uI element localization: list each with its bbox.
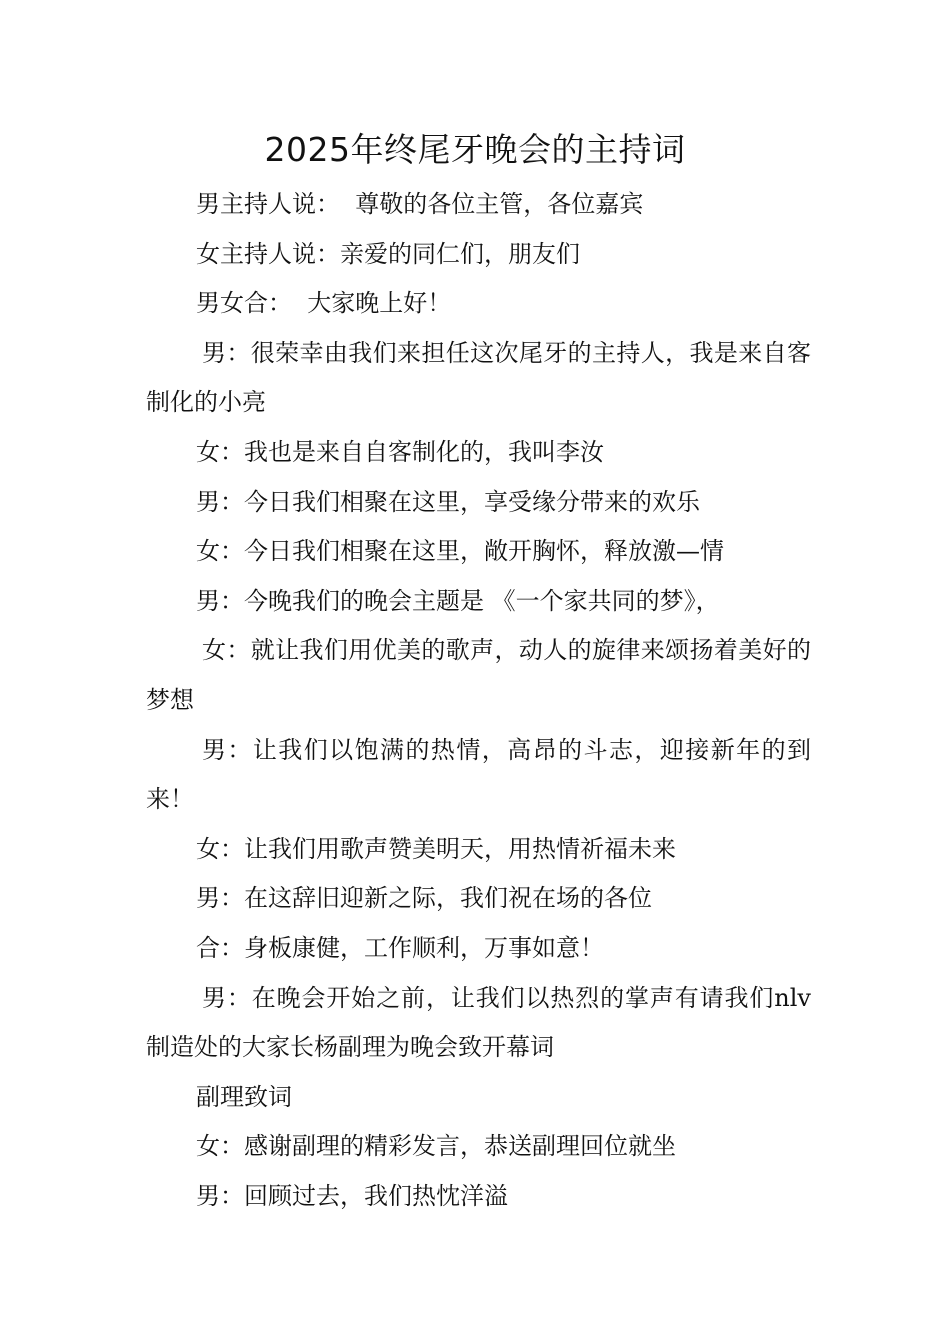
paragraph: 合：身板康健，工作顺利，万事如意！ xyxy=(196,933,604,962)
paragraph: 女主持人说：亲爱的同仁们，朋友们 xyxy=(196,239,580,268)
paragraph: 男：今晚我们的晚会主题是 《一个家共同的梦》， xyxy=(196,586,720,615)
paragraph: 男：今日我们相聚在这里，享受缘分带来的欢乐 xyxy=(196,487,700,516)
paragraph: 女：今日我们相聚在这里，敞开胸怀，释放激—情 xyxy=(196,537,724,566)
paragraph: 男：回顾过去，我们热忱洋溢 xyxy=(196,1181,508,1210)
paragraph: 女：我也是来自自客制化的，我叫李汝 xyxy=(196,437,604,466)
paragraph: 女：让我们用歌声赞美明天，用热情祈福未来 xyxy=(196,834,676,863)
paragraph: 男主持人说： 尊敬的各位主管，各位嘉宾 xyxy=(196,190,644,218)
document-body xyxy=(146,180,811,1221)
document-title: 2025年终尾牙晚会的主持词 xyxy=(264,130,686,169)
paragraph: 副理致词 xyxy=(196,1082,292,1111)
paragraph: 女：就让我们用优美的歌声，动人的旋律来颂扬着美好的梦想 xyxy=(146,636,811,714)
paragraph: 女：感谢副理的精彩发言，恭送副理回位就坐 xyxy=(196,1132,676,1161)
paragraph: 男：很荣幸由我们来担任这次尾牙的主持人，我是来自客制化的小亮 xyxy=(146,338,811,417)
paragraph: 男：在晚会开始之前，让我们以热烈的掌声有请我们nlv制造处的大家长杨副理为晚会致开幕词 xyxy=(146,983,811,1062)
paragraph: 男：在这辞旧迎新之际，我们祝在场的各位 xyxy=(196,884,652,913)
paragraph: 男：让我们以饱满的热情，高昂的斗志，迎接新年的到来！ xyxy=(146,735,811,814)
paragraph: 男女合： 大家晚上好！ xyxy=(196,289,452,318)
